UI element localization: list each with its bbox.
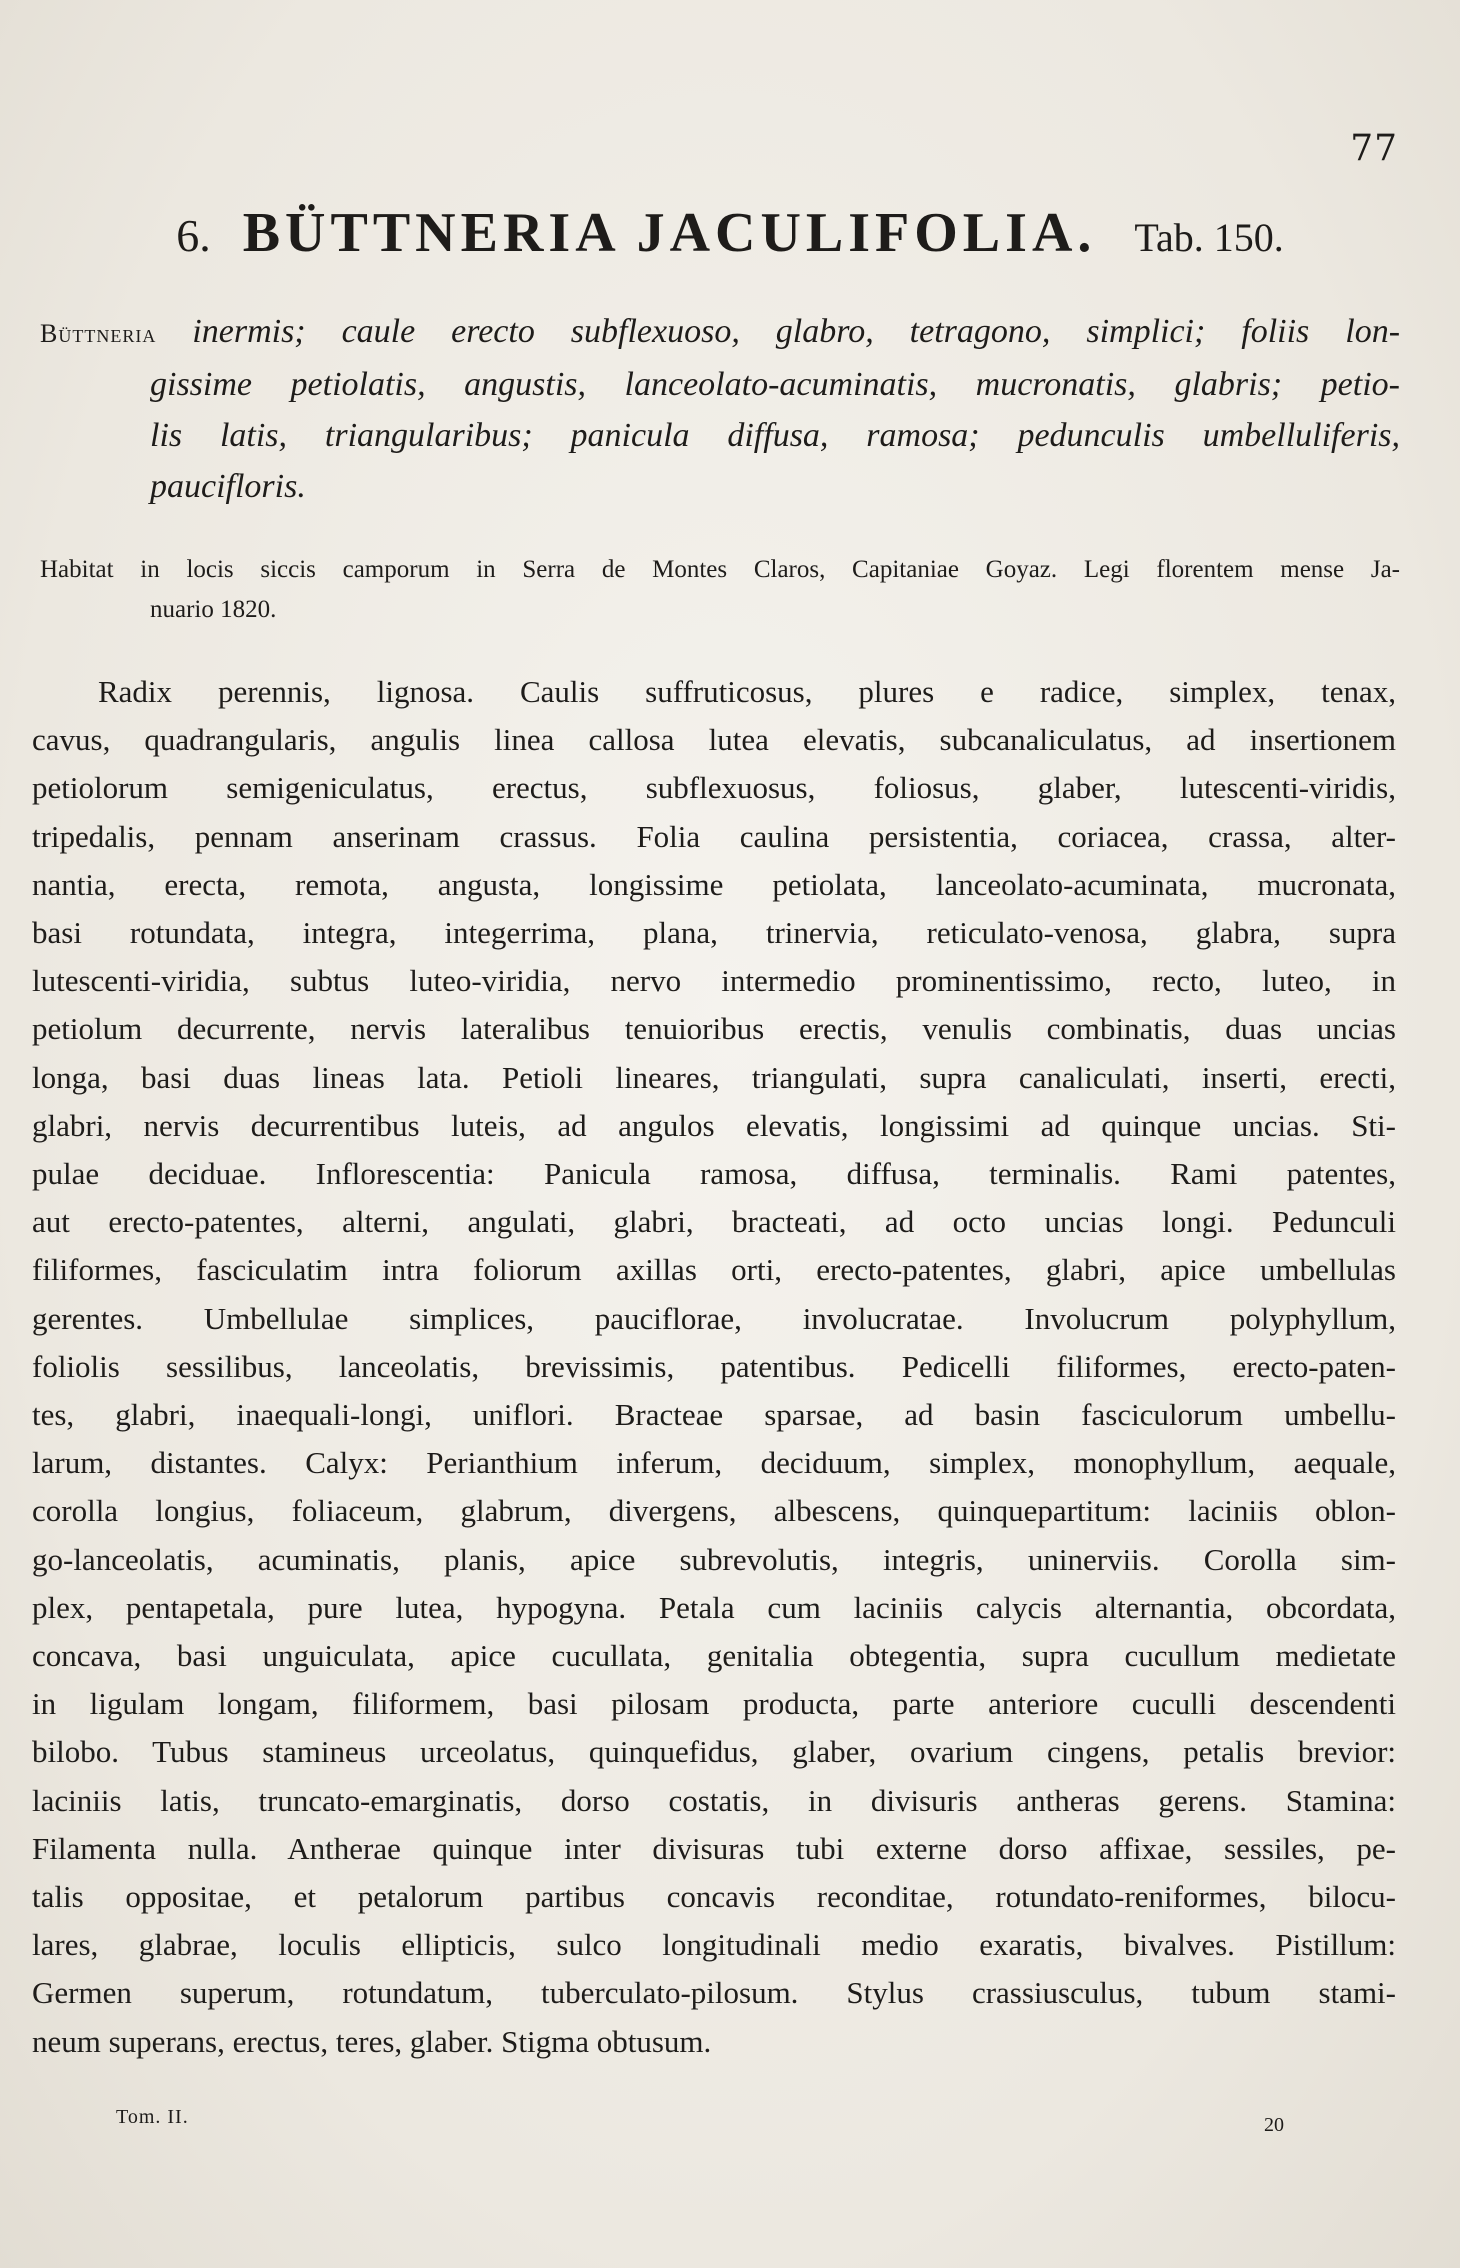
description-line: petiolum decurrente, nervis lateralibus tenuioribus erectis, venulis combinatis, duas uncias — [32, 1011, 1396, 1047]
habitat-line-1: Habitat in locis siccis camporum in Serra de Montes Claros, Capitaniae Goyaz. Legi florentem mense Ja- — [40, 556, 1400, 583]
species-description — [32, 668, 1396, 2066]
description-line: Filamenta nulla. Antherae quinque inter divisuras tubi externe dorso affixae, sessiles, pe- — [32, 1830, 1396, 1866]
description-line: basi rotundata, integra, integerrima, plana, trinervia, reticulato-venosa, glabra, supra — [32, 915, 1396, 951]
description-line: tes, glabri, inaequali-longi, uniflori. Bracteae sparsae, ad basin fasciculorum umbellu- — [32, 1397, 1396, 1433]
diagnosis-line-2: gissime petiolatis, angustis, lanceolato-acuminatis, mucronatis, glabris; petio- — [150, 366, 1400, 403]
diagnosis-text-1: inermis; caule erecto subflexuoso, glabro, tetragono, simplici; foliis lon- — [192, 313, 1401, 350]
description-line: nantia, erecta, remota, angusta, longissime petiolata, lanceolato-acuminata, mucronata, — [32, 866, 1396, 902]
diagnosis-line-4: paucifloris. — [150, 468, 306, 505]
species-number: 6. — [176, 210, 211, 261]
species-title — [0, 198, 1460, 273]
description-line: petiolorum semigeniculatus, erectus, subflexuosus, foliosus, glaber, lutescenti-viridis, — [32, 770, 1396, 806]
page-number: 77 — [1350, 128, 1398, 169]
description-line: plex, pentapetala, pure lutea, hypogyna. Petala cum laciniis calycis alternantia, obcordata, — [32, 1589, 1396, 1625]
description-line: talis oppositae, et petalorum partibus concavis reconditae, rotundato-reniformes, bilocu- — [32, 1879, 1396, 1915]
description-line: bilobo. Tubus stamineus urceolatus, quinquefidus, glaber, ovarium cingens, petalis brevior: — [32, 1734, 1396, 1770]
description-line: cavus, quadrangularis, angulis linea callosa lutea elevatis, subcanaliculatus, ad insertionem — [32, 722, 1396, 758]
description-line: longa, basi duas lineas lata. Petioli lineares, triangulati, supra canaliculati, inserti, erecti, — [32, 1059, 1396, 1095]
description-line: Radix perennis, lignosa. Caulis suffruticosus, plures e radice, simplex, tenax, — [98, 674, 1396, 709]
diagnosis-line-1 — [40, 306, 1400, 359]
description-line: laciniis latis, truncato-emarginatis, dorso costatis, in divisuris antheras gerens. Stamina: — [32, 1782, 1396, 1818]
plate-reference: Tab. 150. — [1134, 215, 1284, 260]
description-line: glabri, nervis decurrentibus luteis, ad angulos elevatis, longissimi ad quinque uncias. Sti- — [32, 1107, 1396, 1143]
diagnosis-line-3: lis latis, triangularibus; panicula diffusa, ramosa; pedunculis umbelluliferis, — [150, 417, 1400, 454]
description-line: pulae deciduae. Inflorescentia: Panicula ramosa, diffusa, terminalis. Rami patentes, — [32, 1156, 1396, 1192]
sheet-signature: 20 — [1264, 2114, 1284, 2136]
description-line: filiformes, fasciculatim intra foliorum axillas orti, erecto-patentes, glabri, apice umbellulas — [32, 1252, 1396, 1288]
description-line: in ligulam longam, filiformem, basi pilosam producta, parte anteriore cuculli descendenti — [32, 1686, 1396, 1722]
diagnosis-genus: Büttneria — [40, 319, 157, 348]
description-line: tripedalis, pennam anserinam crassus. Folia caulina persistentia, coriacea, crassa, alter- — [32, 818, 1396, 854]
description-line: lares, glabrae, loculis ellipticis, sulco longitudinali medio exaratis, bivalves. Pistillum: — [32, 1927, 1396, 1963]
species-name: BÜTTNERIA JACULIFOLIA. — [242, 202, 1097, 264]
volume-signature: Tom. II. — [116, 2106, 189, 2128]
habitat-line-2: nuario 1820. — [150, 596, 277, 623]
species-diagnosis — [40, 306, 1400, 512]
description-line: aut erecto-patentes, alterni, angulati, glabri, bracteati, ad octo uncias longi. Pedunculi — [32, 1204, 1396, 1240]
description-line: corolla longius, foliaceum, glabrum, divergens, albescens, quinquepartitum: laciniis oblon- — [32, 1493, 1396, 1529]
description-line: Germen superum, rotundatum, tuberculato-pilosum. Stylus crassiusculus, tubum stami- — [32, 1975, 1396, 2011]
description-line: larum, distantes. Calyx: Perianthium inferum, deciduum, simplex, monophyllum, aequale, — [32, 1445, 1396, 1481]
description-line: concava, basi unguiculata, apice cucullata, genitalia obtegentia, supra cucullum medietate — [32, 1638, 1396, 1674]
description-line: neum superans, erectus, teres, glaber. Stigma obtusum. — [32, 2023, 712, 2059]
description-line: lutescenti-viridia, subtus luteo-viridia, nervo intermedio prominentissimo, recto, luteo, in — [32, 963, 1396, 999]
description-line: foliolis sessilibus, lanceolatis, brevissimis, patentibus. Pedicelli filiformes, erecto-paten- — [32, 1348, 1396, 1384]
description-line: go-lanceolatis, acuminatis, planis, apice subrevolutis, integris, uninerviis. Corolla sim- — [32, 1541, 1396, 1577]
habitat-note — [40, 550, 1400, 630]
description-line: gerentes. Umbellulae simplices, pauciflorae, involucratae. Involucrum polyphyllum, — [32, 1300, 1396, 1336]
